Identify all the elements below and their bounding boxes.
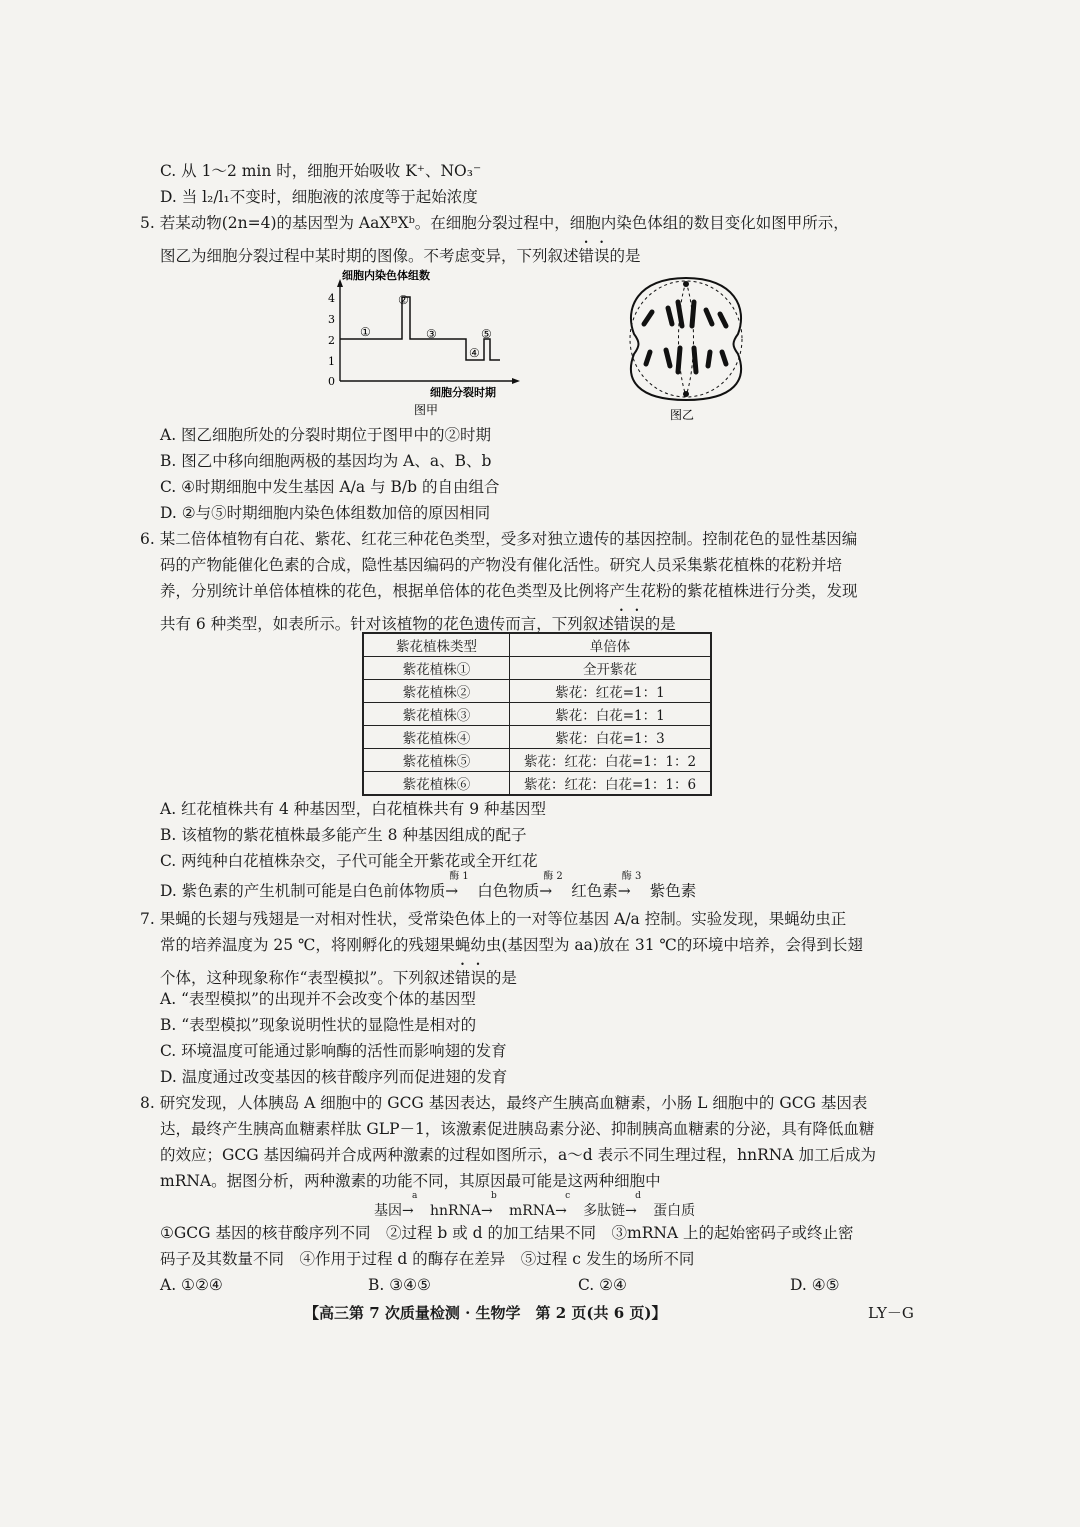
figure-jia-graph [318, 266, 528, 418]
q6-stem-line-2: 码的产物能催化色素的合成，隐性基因编码的产物没有催化活性。研究人员采集紫花植株的花粉并培 [160, 556, 843, 574]
chromosomes-lower [646, 348, 726, 372]
q8-stem-line-1: 8. 研究发现，人体胰岛 A 细胞中的 GCG 基因表达，最终产生胰高血糖素，小肠 L 细胞中的 GCG 基因表 [140, 1094, 868, 1112]
q5-option-c: C. ④时期细胞中发生基因 A/a 与 B/b 的自由组合 [160, 478, 500, 496]
q4-option-d: D. 当 l₂/l₁不变时，细胞液的浓度等于起始浓度 [160, 188, 478, 206]
graph-xlabel: 细胞分裂时期 [430, 387, 496, 399]
graph-ylabel: 细胞内染色体组数 [342, 270, 430, 282]
q8-option-d: D. ④⑤ [790, 1276, 840, 1294]
q6-stem-line-1: 6. 某二倍体植物有白花、紫花、红花三种花色类型，受多对独立遗传的基因控制。控制花色的显性基因编 [140, 530, 858, 548]
marker-2: ② [398, 293, 409, 307]
cell-title: 图乙 [670, 408, 695, 422]
table-header: 单倍体 [510, 633, 712, 657]
page-footer-title: 【高三第 7 次质量检测 · 生物学 第 2 页(共 6 页)】 [304, 1304, 667, 1322]
marker-3: ③ [426, 327, 437, 341]
q6-option-a: A. 红花植株共有 4 种基因型，白花植株共有 9 种基因型 [160, 800, 546, 818]
cell-membrane [631, 278, 741, 400]
q5-option-a: A. 图乙细胞所处的分裂时期位于图甲中的②时期 [160, 426, 492, 444]
y-tick-2: 2 [328, 334, 335, 347]
q7-stem-line-2: 常的培养温度为 25 ℃，将刚孵化的残翅果蝇幼虫(基因型为 aa)放在 31 ℃的环境中培养，会得到长翅 [160, 936, 863, 954]
q8-items-line-1: ①GCG 基因的核苷酸序列不同 ②过程 b 或 d 的加工结果不同 ③mRNA 上的起始密码子或终止密 [160, 1224, 854, 1242]
spindle-outline [630, 281, 742, 397]
centrosome-top [683, 281, 689, 287]
q7-option-d: D. 温度通过改变基因的核苷酸序列而促进翅的发育 [160, 1068, 508, 1086]
q7-stem-line-3: 个体，这种现象称作“表型模拟”。下列叙述错误的是 [160, 969, 517, 987]
chromosomes-upper [644, 302, 726, 326]
figure-yi-cell [616, 272, 756, 422]
q6-option-d: D. 紫色素的产生机制可能是白色前体物质 酶 1 → 白色物质 酶 2 → 红色素 酶 3 → 紫色素 [160, 871, 697, 900]
q8-stem-line-4: mRNA。据图分析，两种激素的功能不同，其原因最可能是这两种细胞中 [160, 1172, 661, 1190]
spindle-fiber [686, 282, 694, 396]
y-tick-1: 1 [328, 355, 335, 368]
q5-stem-line-1: 5. 若某动物(2n=4)的基因型为 AaXᴮXᵇ。在细胞分裂过程中，细胞内染色体组的数目变化如图甲所示， [140, 214, 849, 232]
q8-stem-line-2: 达，最终产生胰高血糖素样肽 GLP－1，该激素促进胰岛素分泌、抑制胰高血糖素的分泌，具有降低血糖 [160, 1120, 875, 1138]
marker-5: ⑤ [481, 327, 492, 341]
q7-option-a: A. “表型模拟”的出现并不会改变个体的基因型 [160, 990, 476, 1008]
y-tick-0: 0 [328, 375, 335, 388]
spindle-fiber [679, 282, 687, 396]
q7-stem-line-1: 7. 果蝇的长翅与残翅是一对相对性状，受常染色体上的一对等位基因 A/a 控制。实验发现，果蝇幼虫正 [140, 910, 847, 928]
q4-option-c: C. 从 1～2 min 时，细胞开始吸收 K⁺、NO₃⁻ [160, 162, 482, 180]
table-row: 紫花植株⑤ 紫花：红花：白花=1：1：2 [363, 749, 711, 772]
q8-flow-diagram: 基因 a → hnRNA b → mRNA c → 多肽链 d → 蛋白质 [374, 1191, 696, 1219]
page-footer-code: LY－G [868, 1304, 914, 1322]
q7-option-b: B. “表型模拟”现象说明性状的显隐性是相对的 [160, 1016, 477, 1034]
q7-option-c: C. 环境温度可能通过影响酶的活性而影响翅的发育 [160, 1042, 507, 1060]
marker-4: ④ [469, 346, 480, 360]
centrosome-bottom [683, 391, 689, 397]
q8-stem-line-3: 的效应；GCG 基因编码并合成两种激素的过程如图所示，a～d 表示不同生理过程，hnRNA 加工后成为 [160, 1146, 876, 1164]
flower-type-table [362, 632, 712, 796]
table-row: 紫花植株① 全开紫花 [363, 657, 711, 680]
q5-option-d: D. ②与⑤时期细胞内染色体组数加倍的原因相同 [160, 504, 491, 522]
q6-option-b: B. 该植物的紫花植株最多能产生 8 种基因组成的配子 [160, 826, 527, 844]
table-row: 紫花植株⑥ 紫花：红花：白花=1：1：6 [363, 772, 711, 796]
q5-option-b: B. 图乙中移向细胞两极的基因均为 A、a、B、b [160, 452, 492, 470]
q6-stem-line-4: 共有 6 种类型，如表所示。针对该植物的花色遗传而言，下列叙述错误的是 [160, 615, 676, 633]
table-row: 紫花植株④ 紫花：白花=1：3 [363, 726, 711, 749]
table-header: 紫花植株类型 [363, 633, 510, 657]
q5-stem-line-2: 图乙为细胞分裂过程中某时期的图像。不考虑变异，下列叙述错误的是 [160, 247, 641, 265]
table-row: 紫花植株② 紫花：红花=1：1 [363, 680, 711, 703]
y-tick-3: 3 [328, 313, 335, 326]
q8-option-b: B. ③④⑤ [368, 1276, 431, 1294]
q8-option-a: A. ①②④ [160, 1276, 223, 1294]
q8-option-c: C. ②④ [578, 1276, 627, 1294]
y-tick-4: 4 [328, 292, 335, 305]
q8-items-line-2: 码子及其数量不同 ④作用于过程 d 的酶存在差异 ⑤过程 c 发生的场所不同 [160, 1250, 695, 1268]
q6-option-c: C. 两纯种白花植株杂交，子代可能全开紫花或全开红花 [160, 852, 538, 870]
graph-title: 图甲 [414, 403, 439, 417]
table-row: 紫花植株③ 紫花：白花=1：1 [363, 703, 711, 726]
graph-x-arrow [512, 378, 520, 384]
table-header-row [363, 633, 711, 657]
marker-1: ① [360, 325, 371, 339]
q6-stem-line-3: 养，分别统计单倍体植株的花色，根据单倍体的花色类型及比例将产生花粉的紫花植株进行分类，发现 [160, 582, 858, 600]
